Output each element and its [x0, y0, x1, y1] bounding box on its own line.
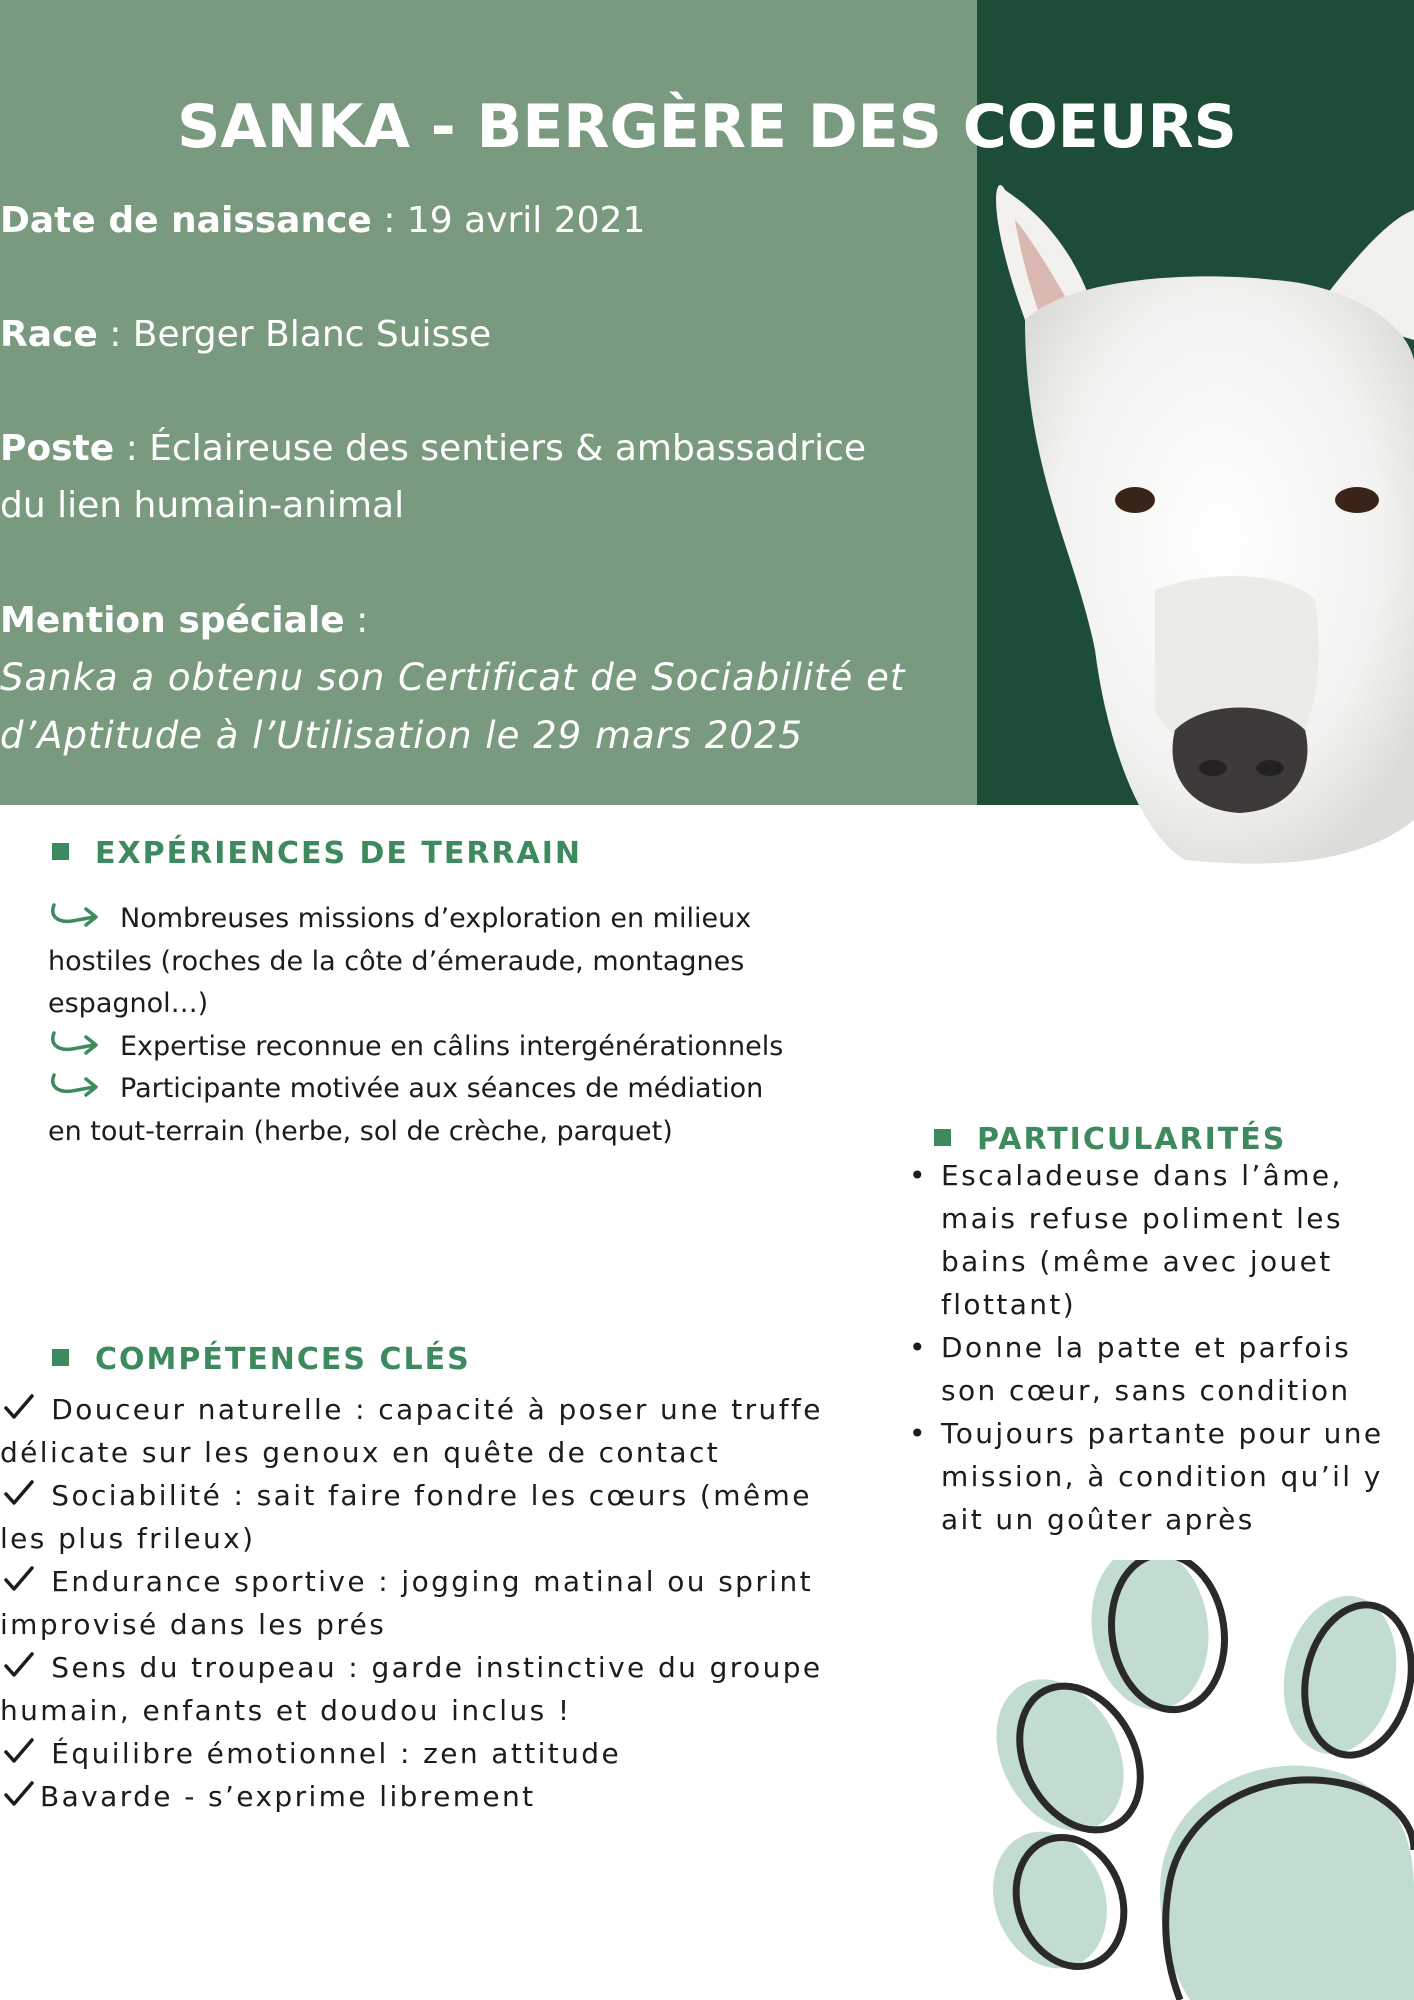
- list-item: Sociabilité : sait faire fondre les cœurs (même les plus frileux): [0, 1479, 812, 1555]
- list-item: Nombreuses missions d’exploration en milieux hostiles (roches de la côte d’émeraude, montagnes espagnol…): [48, 903, 752, 1019]
- list-item: Bavarde - s’exprime librement: [0, 1775, 840, 1818]
- particularites-title-text: PARTICULARITÉS: [977, 1122, 1287, 1157]
- particularites-list: [905, 1154, 1385, 1541]
- poste: [0, 420, 920, 534]
- checkmark-icon: [0, 1650, 36, 1680]
- mention-label: Mention spéciale: [0, 600, 345, 641]
- list-item: Endurance sportive : jogging matinal ou sprint improvisé dans les prés: [0, 1565, 813, 1641]
- checkmark-icon: [0, 1779, 36, 1809]
- list-item: Expertise reconnue en câlins intergénérationnels: [48, 1026, 788, 1069]
- poste-label: Poste: [0, 428, 115, 469]
- experiences-list: [48, 898, 788, 1153]
- mention-text: Sanka a obtenu son Certificat de Sociabilité et d’Aptitude à l’Utilisation le 29 mars 2025: [0, 656, 906, 757]
- checkmark-icon: [0, 1736, 36, 1766]
- page-title: SANKA - BERGÈRE DES COEURS: [177, 92, 1237, 162]
- race-label: Race: [0, 314, 98, 355]
- birth-date: [0, 192, 645, 249]
- competences-title: [52, 1342, 471, 1377]
- particularites-title: [934, 1122, 1286, 1157]
- experiences-title-text: EXPÉRIENCES DE TERRAIN: [95, 836, 583, 871]
- list-item: • Toujours partante pour une mission, à condition qu’il y ait un goûter après: [905, 1412, 1385, 1541]
- checkmark-icon: [0, 1564, 36, 1594]
- list-item: • Escaladeuse dans l’âme, mais refuse poliment les bains (même avec jouet flottant): [905, 1154, 1385, 1326]
- mention-speciale: [0, 592, 960, 765]
- birth-value: : 19 avril 2021: [371, 200, 646, 241]
- race-value: : Berger Blanc Suisse: [97, 314, 492, 355]
- list-item: Équilibre émotionnel : zen attitude: [0, 1732, 840, 1775]
- paw-print-icon: [990, 1560, 1414, 2000]
- competences-list: [0, 1388, 840, 1818]
- bullet-icon: •: [909, 1417, 928, 1450]
- list-item: Participante motivée aux séances de médiation en tout-terrain (herbe, sol de crèche, parquet): [48, 1073, 764, 1147]
- race: [0, 306, 491, 363]
- bullet-icon: •: [909, 1159, 928, 1192]
- dog-photo: [985, 170, 1414, 870]
- poste-value: : Éclaireuse des sentiers & ambassadrice du lien humain-animal: [0, 428, 867, 526]
- checkmark-icon: [0, 1478, 36, 1508]
- experiences-title: [52, 836, 582, 871]
- mention-separator: :: [344, 600, 369, 641]
- square-bullet-icon: [52, 1349, 69, 1366]
- list-item: • Donne la patte et parfois son cœur, sans condition: [905, 1326, 1385, 1412]
- bullet-icon: •: [909, 1331, 928, 1364]
- square-bullet-icon: [52, 843, 69, 860]
- birth-label: Date de naissance: [0, 200, 372, 241]
- competences-title-text: COMPÉTENCES CLÉS: [95, 1342, 471, 1377]
- list-item: Sens du troupeau : garde instinctive du groupe humain, enfants et doudou inclus !: [0, 1651, 823, 1727]
- curved-arrow-icon: [48, 1029, 102, 1057]
- curved-arrow-icon: [48, 1071, 102, 1099]
- checkmark-icon: [0, 1392, 36, 1422]
- curved-arrow-icon: [48, 901, 102, 929]
- list-item: Douceur naturelle : capacité à poser une truffe délicate sur les genoux en quête de contact: [0, 1393, 823, 1469]
- square-bullet-icon: [934, 1129, 951, 1146]
